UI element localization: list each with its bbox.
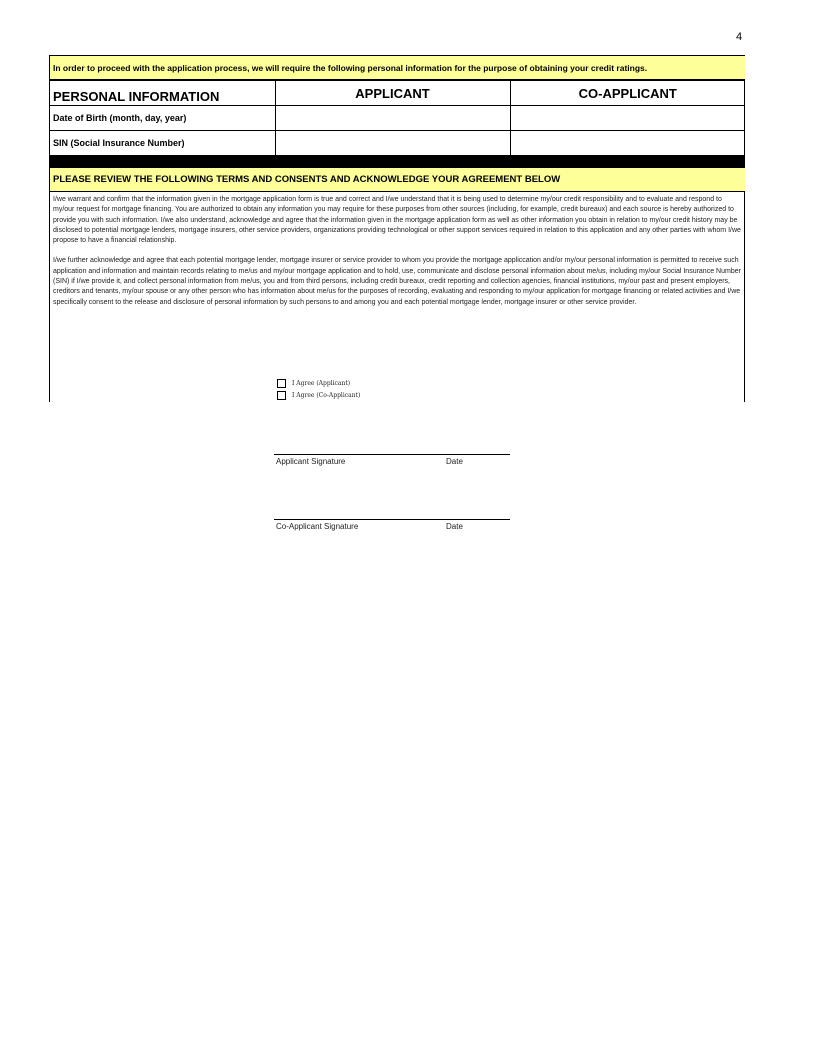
agreement-checkboxes xyxy=(277,378,360,402)
coapplicant-column-heading: CO-APPLICANT xyxy=(510,81,745,106)
terms-paragraph-2: I/we further acknowledge and agree that each potential mortgage lender, mortgage insurer or service provider to whom you provide the mortgage appliccation and/or my/our personal information is permitted to receive such application and information and maintain records relating to me/us and my/our mortgage application and to hold, use, communicate and disclose personal information about me/us, including my/our Social Insurance Number (SIN) if I/we provide it, and collect personal information from me/us, you and from third persons, including credit bureaux, credit reporting and collection agencies, financial institutions, my/our past and present employers, creditors and tenants, my/our spouse or any other person who has information about me/us for the purposes of recording, evaluating and responding to my/our application for mortgage financing or related activities and I/we specifically consent to the release and disclosure of personal information by such persons to and among you and each potential mortgage lender, mortgage insurer or other service provider. xyxy=(53,257,741,306)
agree-coapplicant-label: I Agree (Co-Applicant) xyxy=(292,392,361,399)
applicant-sin-field[interactable] xyxy=(275,131,510,156)
sin-label: SIN (Social Insurance Number) xyxy=(50,131,275,156)
terms-text xyxy=(53,195,741,318)
section-divider xyxy=(50,156,745,168)
coapplicant-signature-label: Co-Applicant Signature xyxy=(276,522,359,531)
coapplicant-date-label: Date xyxy=(446,522,463,531)
coapplicant-signature-line[interactable] xyxy=(274,519,510,534)
personal-information-title: PERSONAL INFORMATION xyxy=(50,81,275,106)
credit-consent-form xyxy=(49,55,745,402)
coapplicant-date-of-birth-field[interactable] xyxy=(510,106,745,131)
terms-paragraph-1: I/we warrant and confirm that the information given in the mortgage application form is true and correct and I/we understand that it is being used to determine my/our credit responsibility and to evaluate and respond to my/our request for mortgage financing. You are authorized to obtain any information you may require for these purposes from other sources (including, for example, credit bureaux) and each source is hereby authorized to provide you with such information. I/we also understand, acknowledge and agree that the information given in the mortgage application form as well as other information you obtain in relation to my/our credit history may be disclosed to potential mortgage lenders, mortgage insurers, other service providers, organizations providing technological or other support services required in relation to this application and any other parties with whom I/we propose to have a financial relationship. xyxy=(53,196,741,245)
applicant-date-label: Date xyxy=(446,457,463,466)
agree-applicant-checkbox[interactable] xyxy=(277,379,286,388)
sin-row xyxy=(50,131,745,156)
applicant-signature-label: Applicant Signature xyxy=(276,457,346,466)
terms-heading: PLEASE REVIEW THE FOLLOWING TERMS AND CONSENTS AND ACKNOWLEDGE YOUR AGREEMENT BELOW xyxy=(50,168,745,192)
agree-coapplicant-checkbox[interactable] xyxy=(277,391,286,400)
applicant-signature-line[interactable] xyxy=(274,454,510,469)
agree-applicant-option[interactable] xyxy=(277,378,360,389)
intro-banner: In order to proceed with the application process, we will require the following personal information for the purpose of obtaining your credit ratings. xyxy=(50,55,745,80)
applicant-column-heading: APPLICANT xyxy=(275,81,510,106)
agree-coapplicant-option[interactable] xyxy=(277,390,360,401)
personal-information-table xyxy=(50,80,745,156)
table-header-row xyxy=(50,81,745,106)
page-number: 4 xyxy=(736,31,743,43)
date-of-birth-label: Date of Birth (month, day, year) xyxy=(50,106,275,131)
coapplicant-sin-field[interactable] xyxy=(510,131,745,156)
applicant-date-of-birth-field[interactable] xyxy=(275,106,510,131)
date-of-birth-row xyxy=(50,106,745,131)
agree-applicant-label: I Agree (Applicant) xyxy=(292,380,351,387)
